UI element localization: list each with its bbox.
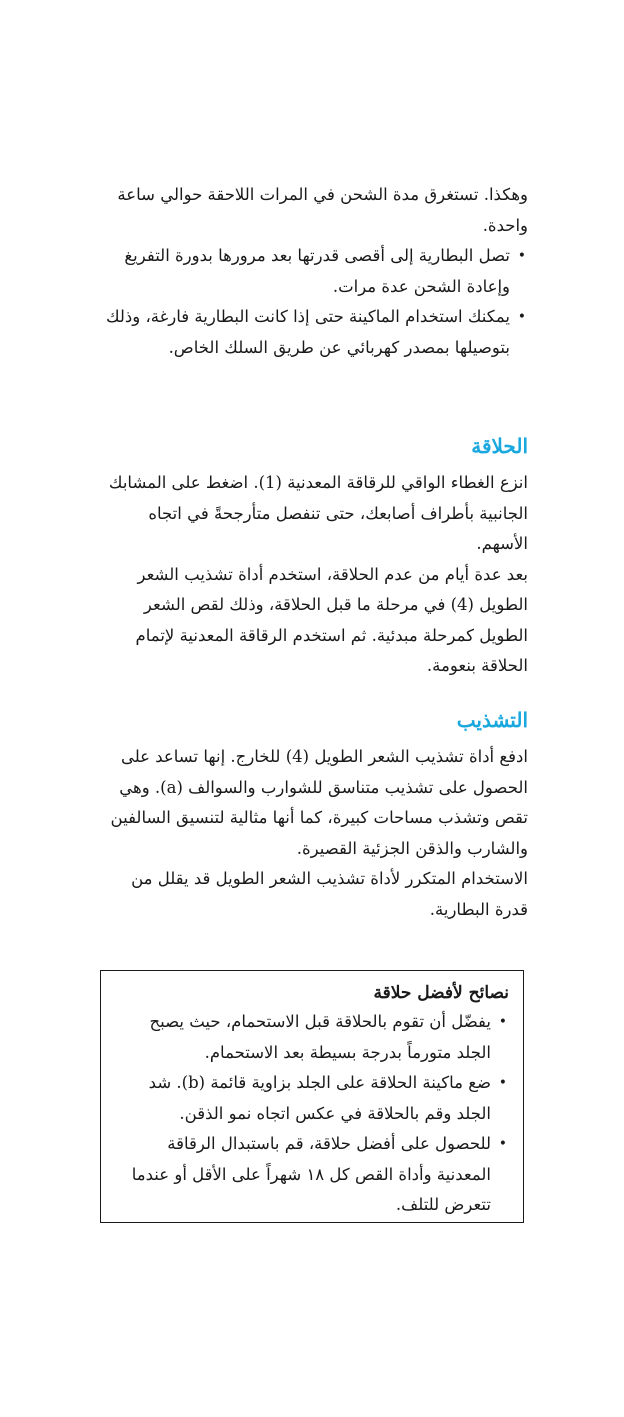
tip-item-2: • ضع ماكينة الحلاقة على الجلد بزاوية قائمة (b). شد الجلد وقم بالحلاقة في عكس اتجاه نمو الذقن.	[119, 1068, 509, 1129]
trimming-paragraph-1: ادفع أداة تشذيب الشعر الطويل (4) للخارج. إنها تساعد على الحصول على تشذيب متناسق للشوارب والسوالف (a). وهي تقص وتشذب مساحات كبيرة، كما أنها مثالية لتنسيق السالفين والشارب والذقن الجزئية القصيرة.	[110, 747, 528, 858]
trimming-section	[98, 706, 528, 925]
intro-section	[98, 180, 528, 363]
tip-item-1: • يفضّل أن تقوم بالحلاقة قبل الاستحمام، حيث يصبح الجلد متورماً بدرجة بسيطة بعد الاستحمام.	[119, 1007, 509, 1068]
tip-item-3: • للحصول على أفضل حلاقة، قم باستبدال الرقاقة المعدنية وأداة القص كل ١٨ شهراً على الأقل أو عندما تتعرض للتلف.	[119, 1129, 509, 1221]
tips-box	[100, 970, 524, 1223]
intro-continuation: وهكذا. تستغرق مدة الشحن في المرات اللاحقة حوالي ساعة واحدة.	[117, 185, 528, 235]
trimming-paragraph-2: الاستخدام المتكرر لأداة تشذيب الشعر الطويل قد يقلل من قدرة البطارية.	[131, 869, 528, 919]
shaving-paragraph-1: انزع الغطاء الواقي للرقاقة المعدنية (1). اضغط على المشابك الجانبية بأطراف أصابعك، حتى تنفصل متأرجحةً في اتجاه الأسهم.	[108, 473, 528, 553]
tips-heading: نصائح لأفضل حلاقة	[373, 983, 509, 1003]
tips-list	[119, 1007, 509, 1221]
battery-bullet-2: • يمكنك استخدام الماكينة حتى إذا كانت البطارية فارغة، وذلك بتوصيلها بمصدر كهربائي عن طريق السلك الخاص.	[98, 302, 528, 363]
shaving-heading: الحلاقة	[471, 434, 528, 458]
trimming-heading: التشذيب	[456, 708, 528, 732]
shaving-paragraph-2: بعد عدة أيام من عدم الحلاقة، استخدم أداة تشذيب الشعر الطويل (4) في مرحلة ما قبل الحلاقة، وذلك لقص الشعر الطويل كمرحلة مبدئية. ثم استخدم الرقاقة المعدنية لإتمام الحلاقة بنعومة.	[135, 564, 528, 675]
shaving-section	[98, 432, 528, 682]
battery-bullet-1: • تصل البطارية إلى أقصى قدرتها بعد مرورها بدورة التفريغ وإعادة الشحن عدة مرات.	[98, 241, 528, 302]
battery-bullets	[98, 241, 528, 363]
